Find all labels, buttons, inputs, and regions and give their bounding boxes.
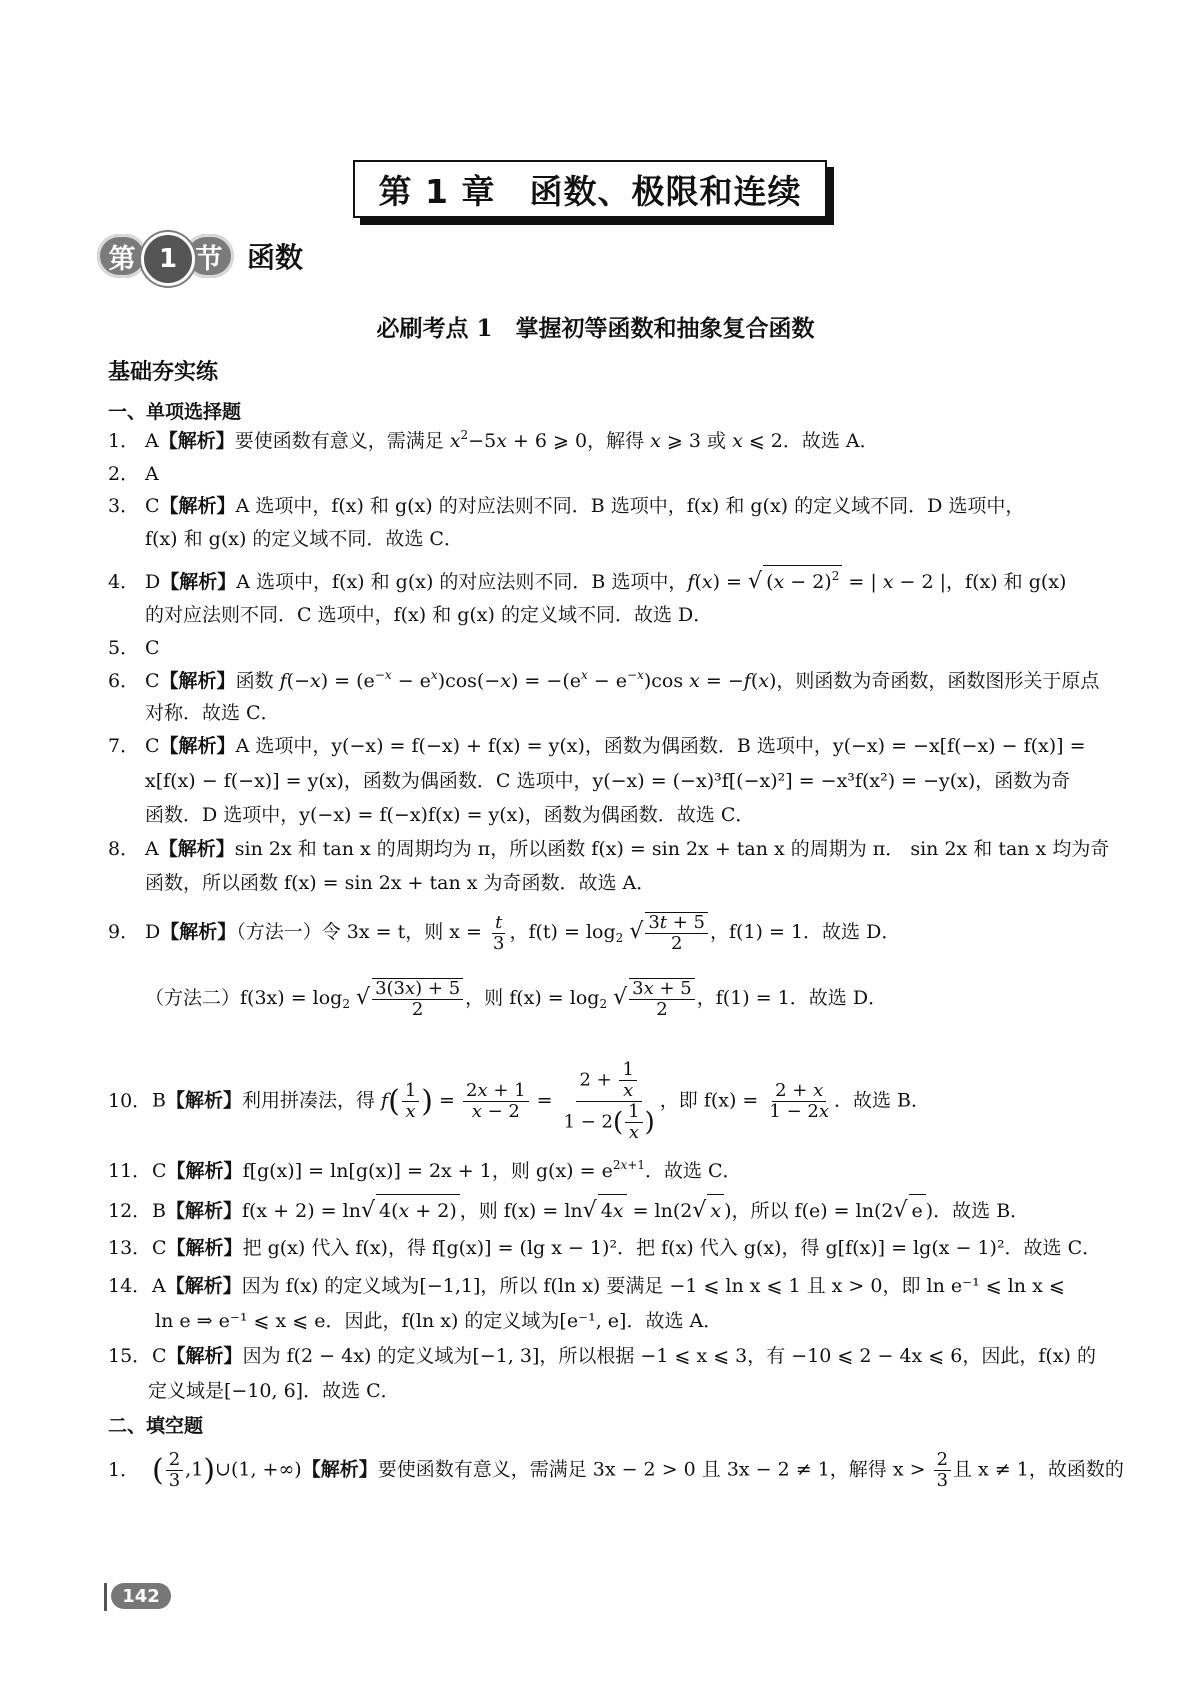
fill-question-1: 1． ( $\frac{2}{3}$ ,1)∪(1, +∞)【解析】要使函数有意义，需满足 3x − 2 > 0 且 3x − 2 ≠ 1，解得 x > $\frac{2}{3}$ 且 x ≠ 1，故函数的 (108, 1449, 1124, 1491)
type-heading-fill-in: 二、填空题 (108, 1415, 204, 1437)
question-6: 6． C【解析】函数 $f(-x) = (e^{-x} - e^x)\cos(-x) = -(e^x - e^{-x})\cos$ x = −f(x)，则函数为奇函数，函数图形关于原点 (108, 668, 1100, 692)
question-14-line-2: ln e ⇒ e⁻¹ ⩽ x ⩽ e．因此，f(ln x) 的定义域为[e⁻¹, e]．故选 A． (155, 1310, 723, 1332)
question-15-line-2: 定义域是[−10, 6]．故选 C． (148, 1380, 400, 1402)
question-13: 13．C【解析】把 g(x) 代入 f(x)，得 f[g(x)] = (lg x − 1)²．把 f(x) 代入 g(x)，得 g[f(x)] = lg(x − 1)²．故选 C． (108, 1237, 1102, 1259)
kaodian-heading: 必刷考点 1 掌握初等函数和抽象复合函数 (376, 315, 815, 342)
question-12: 12．B【解析】f(x + 2) = ln√ 4(x + 2) ，则 f(x) = ln√ 4x = ln(2√ x )，所以 f(e) = ln(2√ e )．故选 B． (108, 1194, 1029, 1228)
question-2: 2． A (108, 463, 159, 485)
question-8-line-2: 函数，所以函数 f(x) = sin 2x + tan x 为奇函数．故选 A． (145, 872, 656, 894)
question-3: 3． C【解析】A 选项中，f(x) 和 g(x) 的对应法则不同．B 选项中，f(x) 和 g(x) 的定义域不同．D 选项中， (108, 495, 1025, 517)
question-4-line-2: 的对应法则不同．C 选项中，f(x) 和 g(x) 的定义域不同．故选 D． (145, 604, 713, 626)
question-10: 10．B【解析】利用拼凑法，得 f( $\frac{1}{x}$ ) = $\frac{2x + 1}{x - 2}$ = 2 + $\frac{1}{x}$ 1 − 2( $\frac{1}{x}$ ) ，即 f(x) = $\frac{2 + x}{1 - 2x}$ ．故选 B． (108, 1059, 931, 1143)
type-heading-single-choice: 一、单项选择题 (108, 401, 242, 423)
question-4: 4． D【解析】A 选项中，f(x) 和 g(x) 的对应法则不同．B 选项中，f(x) = √ $(x - 2)^2$ = | x − 2 |，f(x) 和 g(x) (108, 565, 1066, 599)
question-7: 7． C【解析】A 选项中，y(−x) = f(−x) + f(x) = y(x)，函数为偶函数．B 选项中，y(−x) = −x[f(−x) − f(x)] = (108, 735, 1086, 757)
section-title: 函数 (247, 241, 304, 274)
section-label-right: 节 (184, 234, 234, 278)
question-7-line-3: 函数．D 选项中，y(−x) = f(−x)f(x) = y(x)，函数为偶函数．故选 C． (145, 804, 755, 826)
question-14: 14．A【解析】因为 f(x) 的定义域为[−1,1]，所以 f(ln x) 要满足 −1 ⩽ ln x ⩽ 1 且 x > 0，即 ln e⁻¹ ⩽ ln x ⩽ (108, 1275, 1065, 1297)
question-1: 1． A【解析】要使函数有意义，需满足 $x^2-5x + 6$ ⩾ 0，解得 x ⩾ 3 或 x ⩽ 2．故选 A． (108, 428, 879, 452)
basic-heading: 基础夯实练 (108, 360, 219, 385)
question-5: 5． C (108, 637, 160, 659)
page-number: 142 (111, 1583, 171, 1609)
question-9-method-2: （方法二）$f(3x) = \log_2$ √ $\frac{3(3x) + 5}{2}$ ，则 $f(x) = \log_2$ √ $\frac{3x + 5}{2}$ ，f(1) = 1．故选 D． (145, 978, 888, 1020)
question-9: 9． D【解析】（方法一）令 3x = t，则 x = $\frac{t}{3}$ ，$f(t) = \log_2$ √ $\frac{3t + 5}{2}$ ，f(1) = 1．故选 D． (108, 911, 901, 954)
question-8: 8． A【解析】sin 2x 和 tan x 的周期均为 π，所以函数 f(x) = sin 2x + tan x 的周期为 π． sin 2x 和 tan x 均为奇 (108, 838, 1110, 860)
section-number: 1 (141, 232, 195, 286)
chapter-title: 第 1 章 函数、极限和连续 (353, 160, 827, 218)
section-label-left: 第 (97, 234, 147, 278)
question-6-line-2: 对称．故选 C． (145, 702, 280, 724)
question-11: 11．C【解析】f[g(x)] = ln[g(x)] = 2x + 1，则 $g(x) = e^{2x+1}$．故选 C． (108, 1158, 742, 1182)
page-marker-bar (104, 1583, 107, 1611)
question-7-line-2: x[f(x) − f(−x)] = y(x)，函数为偶函数．C 选项中，y(−x) = (−x)³f[(−x)²] = −x³f(x²) = −y(x)，函数为奇 (145, 770, 1071, 792)
question-3-line-2: f(x) 和 g(x) 的定义域不同．故选 C． (145, 528, 463, 550)
question-15: 15．C【解析】因为 f(2 − 4x) 的定义域为[−1, 3]，所以根据 −1 ⩽ x ⩽ 3，有 −10 ⩽ 2 − 4x ⩽ 6，因此，f(x) 的 (108, 1345, 1096, 1367)
